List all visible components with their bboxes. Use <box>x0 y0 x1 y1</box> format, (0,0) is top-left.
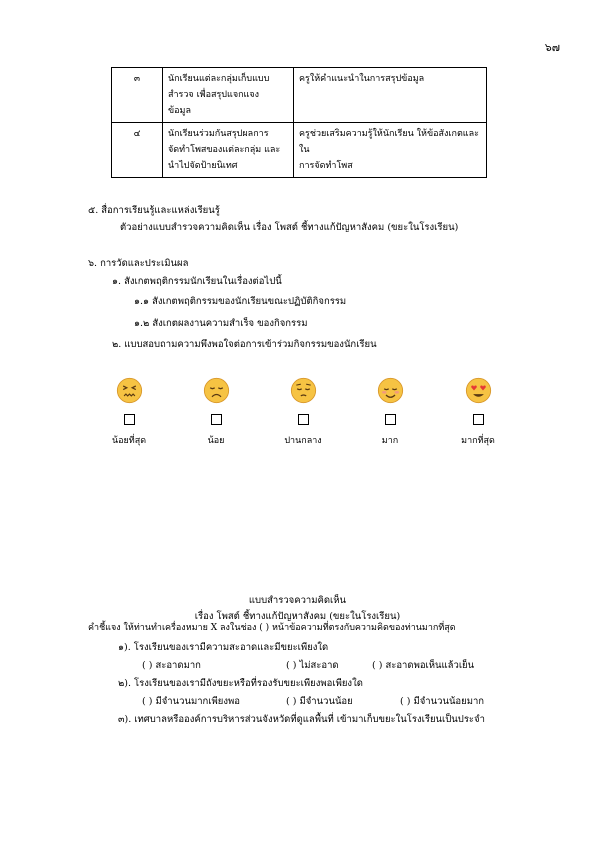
section-6-item-1-1: ๑.๑ สังเกตพฤติกรรมของนักเรียนขณะปฏิบัติกิจกรรม <box>134 296 347 307</box>
rating-label: มากที่สุด <box>461 436 495 446</box>
survey-question-2: ๒). โรงเรียนของเรามีถังขยะหรือที่รองรับขยะเพียงพอเพียงใด <box>118 678 363 689</box>
rating-checkbox-1[interactable] <box>124 414 135 425</box>
text-line: นำไปจัดป้ายนิเทศ <box>168 161 238 171</box>
rating-label: ปานกลาง <box>284 436 322 446</box>
rating-label: น้อยที่สุด <box>111 436 147 446</box>
section-5-item: ตัวอย่างแบบสำรวจความคิดเห็น เรื่อง โพสต์ ชี้ทางแก้ปัญหาสังคม (ขยะในโรงเรียน) <box>120 222 459 233</box>
text-line: สำรวจ เพื่อสรุปแจกแจง <box>168 90 260 100</box>
rating-label: น้อย <box>207 436 225 446</box>
student-activity <box>163 68 294 123</box>
activity-table <box>111 67 487 178</box>
section-5-heading: ๕. สื่อการเรียนรู้และแหล่งเรียนรู้ <box>88 205 220 216</box>
section-6-item-2: ๒. แบบสอบถามความพึงพอใจต่อการเข้าร่วมกิจกรรมของนักเรียน <box>112 339 377 350</box>
q2-option-1[interactable]: ( ) มีจำนวนมากเพียงพอ <box>142 696 240 707</box>
q1-option-2[interactable]: ( ) ไม่สะอาด <box>286 660 339 671</box>
disappointed-face-icon <box>203 377 230 404</box>
rating-label: มาก <box>381 436 399 446</box>
text-line: ครูช่วยเสริมความรู้ให้นักเรียน ให้ข้อสังเกตและใน <box>299 129 479 155</box>
rating-checkbox-5[interactable] <box>473 414 484 425</box>
text-line: การจัดทำโพส <box>299 161 353 171</box>
step-number: ๓ <box>112 68 163 123</box>
q1-option-1[interactable]: ( ) สะอาดมาก <box>142 660 201 671</box>
text-line: ครูให้คำแนะนำในการสรุปข้อมูล <box>299 74 425 84</box>
survey-question-1: ๑). โรงเรียนของเรามีความสะอาดและมีขยะเพียงใด <box>118 642 329 653</box>
section-6-item-1: ๑. สังเกตพฤติกรรมนักเรียนในเรื่องต่อไปนี้ <box>112 276 282 287</box>
section-6-item-1-2: ๑.๒ สังเกตผลงานความสำเร็จ ของกิจกรรม <box>134 318 308 329</box>
survey-title: แบบสำรวจความคิดเห็น <box>248 595 347 606</box>
table-row <box>112 68 487 123</box>
q1-option-3[interactable]: ( ) สะอาดพอเห็นแล้วเย็น <box>372 660 475 671</box>
teacher-activity <box>294 68 487 123</box>
confounded-face-icon <box>116 377 143 404</box>
step-number: ๔ <box>112 123 163 178</box>
survey-instruction: คำชี้แจง ให้ท่านทำเครื่องหมาย X ลงในช่อง ( ) หน้าข้อความที่ตรงกับความคิดของท่านมากที่สุด <box>88 623 456 633</box>
text-line: นักเรียนแต่ละกลุ่มเก็บแบบ <box>168 74 270 84</box>
table-row <box>112 123 487 178</box>
student-activity <box>163 123 294 178</box>
pensive-face-icon <box>290 377 317 404</box>
rating-checkbox-3[interactable] <box>298 414 309 425</box>
survey-question-3: ๓). เทศบาลหรือองค์การบริหารส่วนจังหวัดที่ดูแลพื้นที่ เข้ามาเก็บขยะในโรงเรียนเป็นประจำ <box>118 714 485 725</box>
rating-checkbox-4[interactable] <box>385 414 396 425</box>
survey-subtitle: เรื่อง โพสต์ ชี้ทางแก้ปัญหาสังคม (ขยะในโรงเรียน) <box>194 611 401 622</box>
relieved-smiling-face-icon <box>377 377 404 404</box>
q2-option-2[interactable]: ( ) มีจำนวนน้อย <box>286 696 353 707</box>
heart-eyes-face-icon <box>465 377 492 404</box>
section-6-heading: ๖. การวัดและประเมินผล <box>88 258 189 269</box>
teacher-activity <box>294 123 487 178</box>
text-line: นักเรียนร่วมกันสรุปผลการ <box>168 129 269 139</box>
page-number: ๖๗ <box>544 41 560 54</box>
text-line: จัดทำโพสของแต่ละกลุ่ม และ <box>168 145 281 155</box>
rating-checkbox-2[interactable] <box>211 414 222 425</box>
q2-option-3[interactable]: ( ) มีจำนวนน้อยมาก <box>400 696 485 707</box>
text-line: ข้อมูล <box>168 106 192 116</box>
